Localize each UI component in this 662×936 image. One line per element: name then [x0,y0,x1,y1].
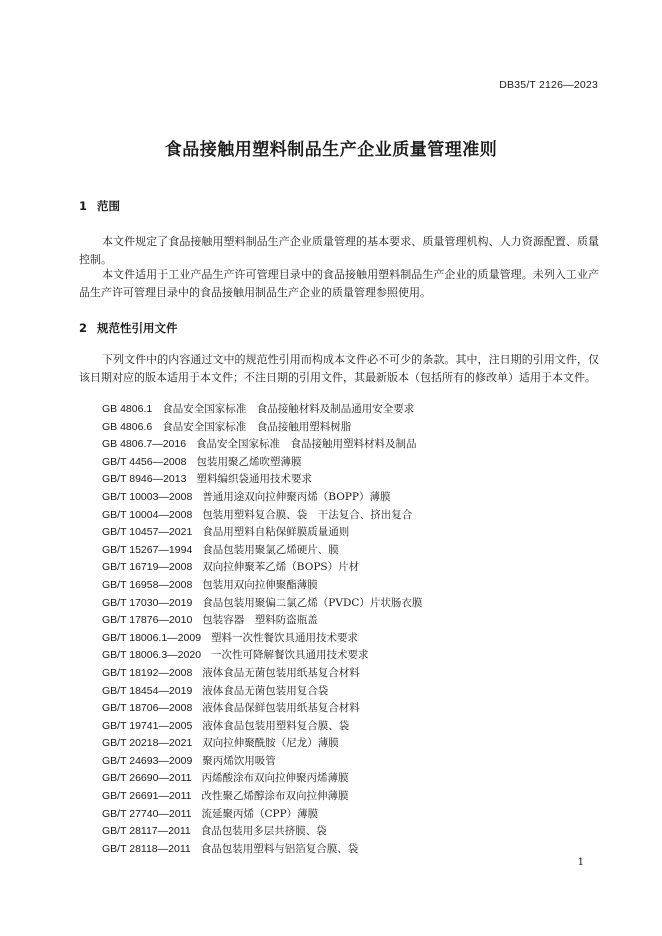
reference-code: GB/T 16958—2008 [102,578,193,591]
reference-item [102,419,422,437]
page-number: 1 [577,857,584,868]
reference-item [102,559,422,577]
reference-code: GB 4806.1 [102,403,153,415]
reference-code: GB/T 26691—2011 [102,790,192,803]
reference-item [102,595,422,613]
reference-code: GB/T 17876—2010 [102,614,193,627]
reference-title: 包装容器 塑料防盗瓶盖 [202,614,318,627]
reference-title: 液体食品无菌包装用纸基复合材料 [202,666,360,679]
reference-code: GB/T 28117—2011 [102,825,191,838]
reference-item [102,471,422,489]
reference-title: 包装用塑料复合膜、袋 干法复合、挤出复合 [202,508,413,521]
reference-item [102,454,422,472]
reference-code: GB/T 24693—2009 [102,754,193,767]
document-number: DB35/T 2126—2023 [499,79,598,91]
scope-paragraph-2: 本文件适用于工业产品生产许可管理目录中的食品接触用塑料制品生产企业的质量管理。未列入工业产品生产许可管理目录中的食品接触用制品生产企业的质量管理参照使用。 [79,268,599,299]
references-intro-paragraph: 下列文件中的内容通过文中的规范性引用而构成本文件必不可少的条款。其中，注日期的引用文件，仅该日期对应的版本适用于本文件；不注日期的引用文件，其最新版本（包括所有的修改单）适用于本文件。 [79,353,599,384]
reference-code: GB/T 18192—2008 [102,666,193,679]
reference-code: GB/T 4456—2008 [102,455,187,468]
reference-item [102,788,422,806]
reference-item [102,524,422,542]
section-title: 规范性引用文件 [97,321,178,335]
reference-item [102,823,422,841]
reference-code: GB/T 17030—2019 [102,596,193,609]
reference-item [102,630,422,648]
reference-code: GB/T 27740—2011 [102,807,192,820]
reference-code: GB/T 10004—2008 [102,508,193,521]
reference-title: 双向拉伸聚酰胺（尼龙）薄膜 [202,737,339,750]
reference-list [102,401,422,858]
reference-item [102,753,422,771]
reference-title: 流延聚丙烯（CPP）薄膜 [201,807,319,820]
reference-code: GB/T 15267—1994 [102,543,193,556]
reference-title: 塑料编织袋通用技术要求 [196,473,312,486]
reference-title: 食品安全国家标准 食品接触用塑料树脂 [162,420,352,433]
reference-code: GB 4806.6 [102,420,153,433]
reference-item [102,718,422,736]
reference-code: GB/T 28118—2011 [102,842,191,855]
reference-title: 丙烯酸涂布双向拉伸聚丙烯薄膜 [201,772,349,785]
reference-title: 普通用途双向拉伸聚丙烯（BOPP）薄膜 [202,490,391,503]
reference-title: 食品用塑料自粘保鲜膜质量通则 [202,526,350,539]
reference-code: GB/T 18706—2008 [102,702,193,715]
reference-item [102,542,422,560]
reference-item [102,700,422,718]
reference-title: 改性聚乙烯醇涂布双向拉伸薄膜 [201,790,349,803]
reference-title: 液体食品无菌包装用复合袋 [202,684,329,697]
section-number: 2 [79,321,88,335]
reference-title: 食品包装用聚偏二氯乙烯（PVDC）片状肠衣膜 [202,596,423,609]
reference-title: 食品安全国家标准 食品接触材料及制品通用安全要求 [162,403,415,415]
reference-code: GB/T 10003—2008 [102,490,193,503]
reference-item [102,683,422,701]
reference-item [102,612,422,630]
reference-item [102,770,422,788]
reference-title: 聚丙烯饮用吸管 [202,754,276,767]
reference-title: 双向拉伸聚苯乙烯（BOPS）片材 [202,561,360,574]
reference-item [102,665,422,683]
reference-title: 包装用双向拉伸聚酯薄膜 [202,578,318,591]
reference-code: GB/T 10457—2021 [102,526,193,539]
reference-code: GB/T 20218—2021 [102,737,193,750]
reference-code: GB/T 19741—2005 [102,719,193,732]
reference-title: 食品包装用多层共挤膜、袋 [200,825,327,838]
reference-item [102,806,422,824]
reference-title: 液体食品包装用塑料复合膜、袋 [202,719,350,732]
reference-code: GB/T 18454—2019 [102,684,193,697]
section-heading-normative-references [79,320,178,336]
reference-code: GB/T 18006.3—2020 [102,649,202,662]
reference-item [102,489,422,507]
reference-code: GB/T 26690—2011 [102,772,192,785]
reference-title: 液体食品保鲜包装用纸基复合材料 [202,702,360,715]
section-number: 1 [79,199,88,213]
reference-item [102,507,422,525]
reference-code: GB 4806.7—2016 [102,438,187,451]
reference-title: 塑料一次性餐饮具通用技术要求 [211,631,359,644]
reference-item [102,436,422,454]
document-title: 食品接触用塑料制品生产企业质量管理准则 [164,140,498,160]
section-title: 范围 [97,199,120,213]
reference-item [102,735,422,753]
reference-code: GB/T 16719—2008 [102,561,193,574]
reference-title: 食品包装用聚氯乙烯硬片、膜 [202,543,339,556]
reference-item [102,841,422,859]
reference-item [102,647,422,665]
reference-title: 食品包装用塑料与铝箔复合膜、袋 [200,842,359,855]
reference-title: 食品安全国家标准 食品接触用塑料材料及制品 [196,438,417,451]
section-heading-scope [79,198,120,214]
reference-item [102,577,422,595]
scope-paragraph-1: 本文件规定了食品接触用塑料制品生产企业质量管理的基本要求、质量管理机构、人力资源配置、质量控制。 [79,235,599,266]
reference-title: 包装用聚乙烯吹塑薄膜 [196,455,302,468]
reference-code: GB/T 18006.1—2009 [102,631,202,644]
reference-code: GB/T 8946—2013 [102,473,187,486]
reference-item [102,401,422,419]
reference-title: 一次性可降解餐饮具通用技术要求 [211,649,369,662]
